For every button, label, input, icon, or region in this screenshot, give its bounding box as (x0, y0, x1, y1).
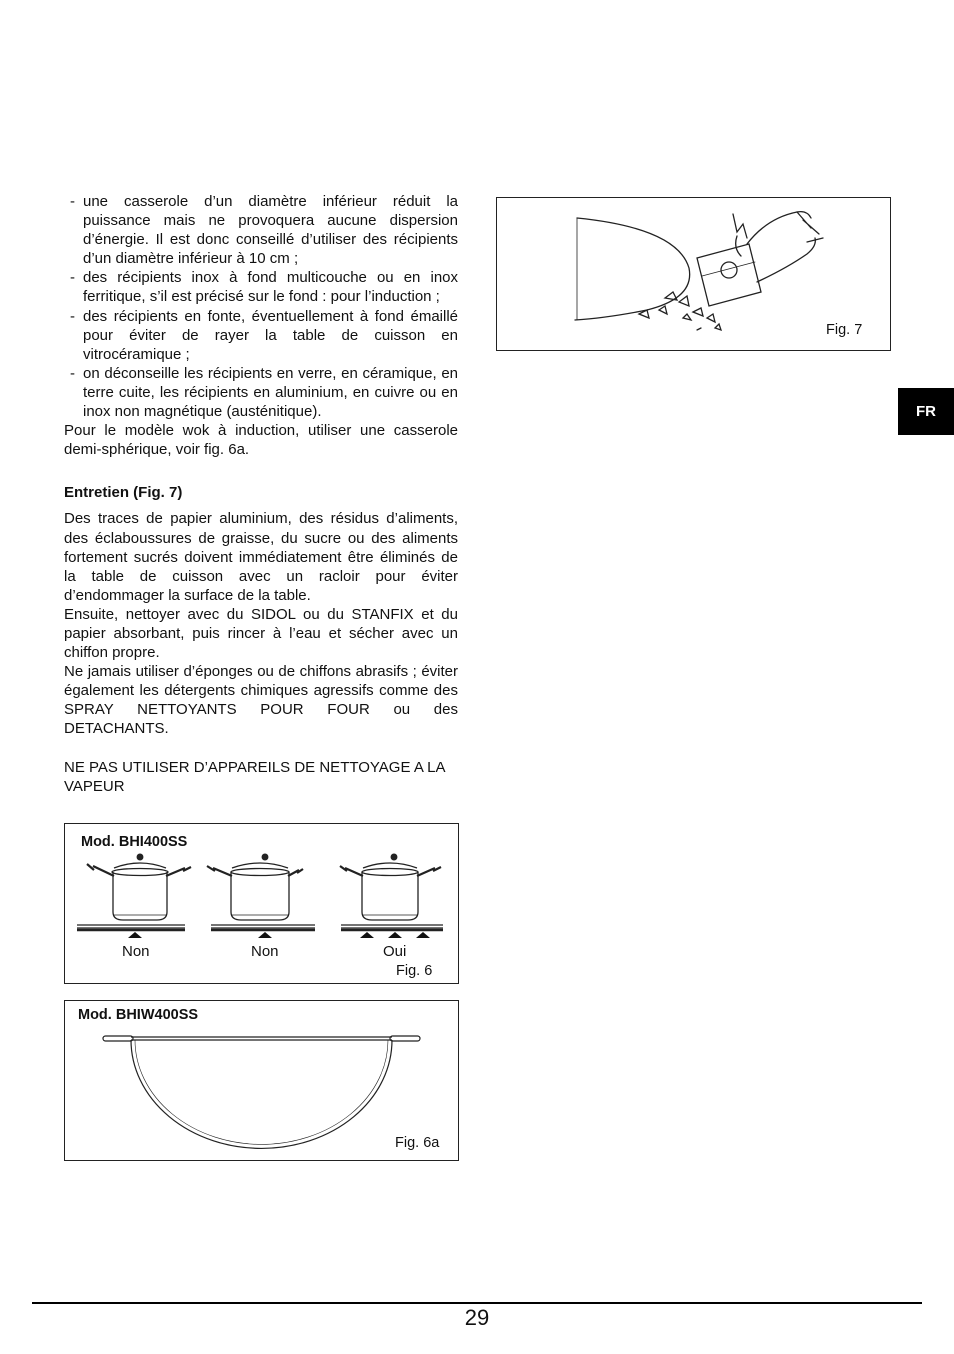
page-number: 29 (464, 1305, 490, 1330)
figure-6a (64, 1000, 459, 1161)
pot-too-small-base (77, 854, 191, 930)
model-label: Mod. BHIW400SS (78, 1007, 199, 1023)
language-tab: FR (898, 388, 954, 435)
hob-edge (575, 218, 690, 320)
model-label: Mod. BHI400SS (81, 834, 188, 850)
list-item: - des récipients inox à fond multicouche ou en inox ferritique, s’il est précisé sur le fond : pour l’induction ; (64, 268, 458, 306)
pot-label-non: Non (251, 943, 279, 960)
pot-label-non: Non (122, 943, 150, 960)
pot-label-oui: Oui (383, 943, 407, 960)
heat-arrows (128, 932, 430, 938)
paragraph: Ensuite, nettoyer avec du SIDOL ou du STANFIX et du papier absorbant, puis rincer à l’eau et sécher avec un chiffon propre. (64, 605, 458, 662)
paragraph: Ne jamais utiliser d’éponges ou de chiffons abrasifs ; éviter également les détergents chimiques agressifs comme des SPRAY NETTOYANTS POUR FOUR ou des DETACHANTS. (64, 663, 458, 738)
steam-cleaning-warning: NE PAS UTILISER D’APPAREILS DE NETTOYAGE A LA VAPEUR (64, 758, 445, 795)
footer-rule (32, 1302, 922, 1304)
figure-7 (496, 197, 891, 351)
figure-6 (64, 823, 459, 984)
wok-note: Pour le modèle wok à induction, utiliser une casserole demi-sphérique, voir fig. 6a. (64, 422, 458, 459)
text-column (64, 192, 458, 796)
list-item: - on déconseille les récipients en verre, en céramique, en terre cuite, les récipients en aluminium, en cuivre ou en inox non magnétique (austénitique). (64, 364, 458, 421)
section-heading-entretien: Entretien (Fig. 7) (64, 484, 183, 502)
figure-caption: Fig. 7 (826, 322, 863, 338)
pot-off-center (207, 854, 315, 930)
cookware-list (64, 192, 458, 421)
paragraph: Des traces de papier aluminium, des résidus d’aliments, des éclaboussures de graisse, du sucre ou des aliments fortement sucrés doivent immédiatement être éliminés de la table de cuisson avec un racloir pour éviter d’endommager la surface de la table. (64, 510, 458, 604)
figure-caption: Fig. 6 (396, 963, 433, 979)
list-item: - des récipients en fonte, éventuellement à fond émaillé pour éviter de rayer la table de cuisson en vitrocéramique ; (64, 307, 458, 364)
pot-correct (340, 854, 443, 930)
list-item: - une casserole d’un diamètre inférieur réduit la puissance mais ne provoquera aucune dispersion d’énergie. Il est donc conseillé d’utiliser des récipients d’un diamètre inférieur à 10 cm ; (64, 192, 458, 268)
figure-caption: Fig. 6a (395, 1135, 440, 1151)
